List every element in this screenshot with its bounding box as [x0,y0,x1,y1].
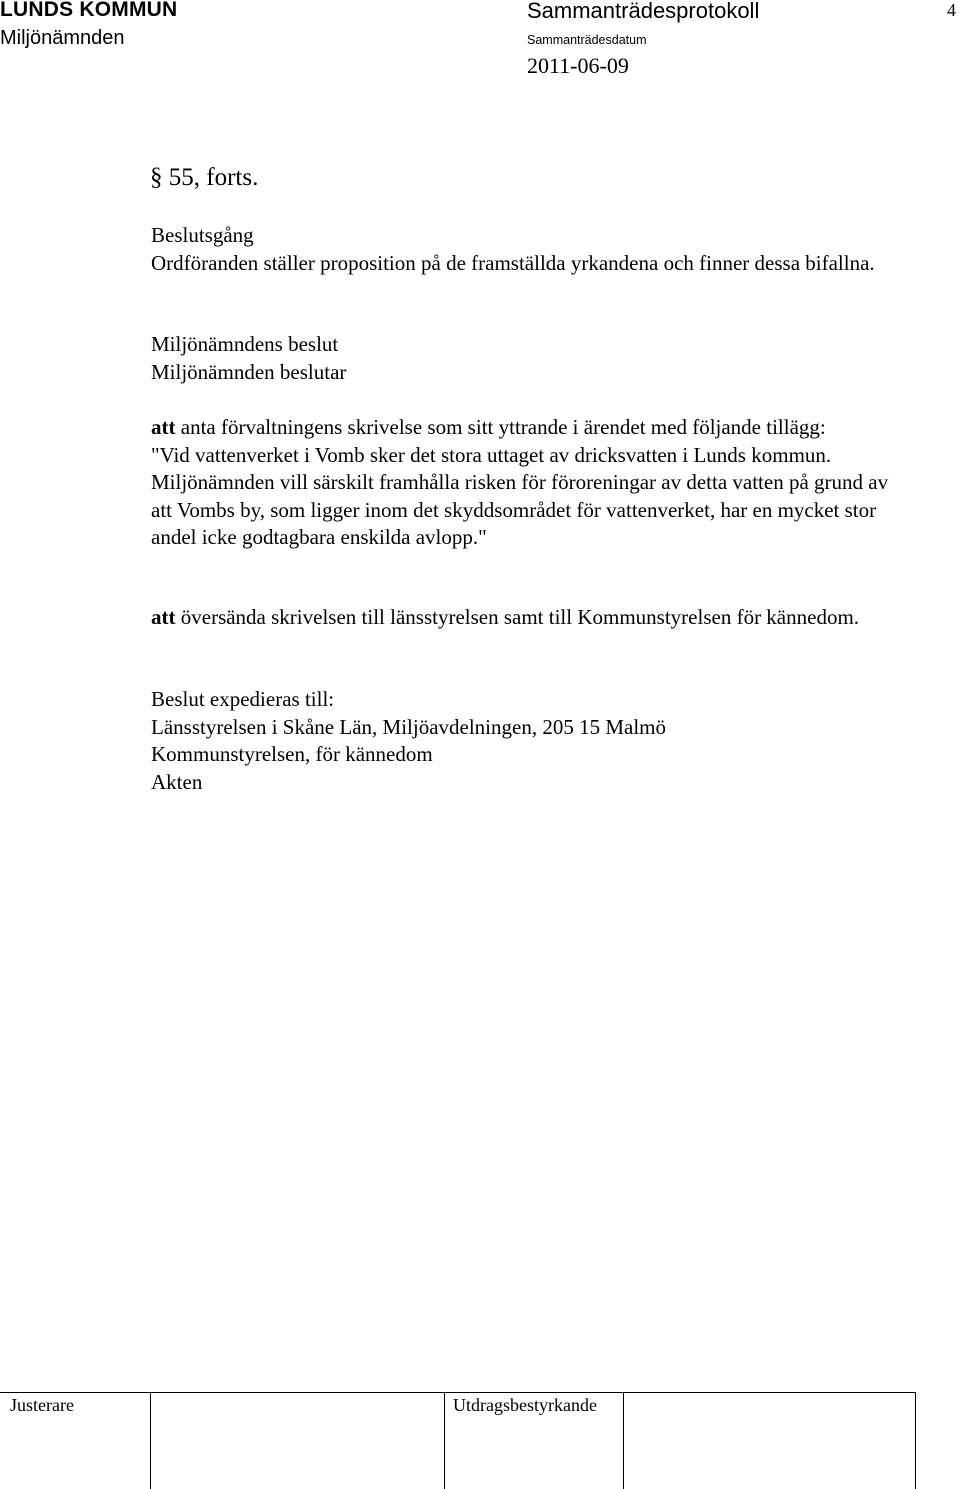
signer-label: Justerare [10,1395,74,1415]
decision-process-block [151,222,911,277]
decision-block [151,331,911,386]
recipient-item: Akten [151,769,203,794]
page-number: 4 [947,0,956,20]
distribution-heading: Beslut expedieras till: [151,687,335,711]
clause-1-line [151,414,911,442]
organization-unit: Miljönämnden [0,27,125,49]
footer-divider [150,1392,151,1489]
decision-process-heading: Beslutsgång [151,223,254,247]
decision-clause-1 [151,414,911,552]
clause-keyword: att [151,415,176,439]
clause-quote: "Vid vattenverket i Vomb sker det stora uttaget av dricksvatten i Lunds kommun. Miljönämnden vill särskilt framhålla risken för föroreningar av detta vatten på grund av att Vombs by, som ligger inom det skyddsområdet för vattenverket, har en mycket stor andel icke godtagbara enskilda avlopp." [151,442,889,550]
recipient-item: Länsstyrelsen i Skåne Län, Miljöavdelningen, 205 15 Malmö [151,714,666,739]
section-symbol: § [150,164,163,191]
footer-divider [915,1392,916,1489]
certifier-label: Utdragsbestyrkande [453,1395,597,1415]
decision-heading: Miljönämndens beslut [151,332,339,356]
section-number: 55, forts. [168,164,259,191]
meeting-date: 2011-06-09 [527,53,629,78]
distribution-block [151,686,911,796]
clause-text: anta förvaltningens skrivelse som sitt yttrande i ärendet med följande tillägg: [175,415,826,439]
clause-text: översända skrivelsen till länsstyrelsen samt till Kommunstyrelsen för kännedom. [175,605,860,629]
footer-border [0,1392,916,1393]
recipient-item: Kommunstyrelsen, för kännedom [151,742,433,767]
section-heading [150,164,258,192]
document-type: Sammanträdesprotokoll [527,0,760,23]
organization-name: LUNDS KOMMUN [0,0,178,21]
meeting-date-label: Sammanträdesdatum [527,33,647,47]
footer-divider [623,1392,624,1489]
decision-process-text: Ordföranden ställer proposition på de framställda yrkandena och finner dessa bifallna. [151,250,875,275]
clause-keyword: att [151,605,176,629]
decision-clause-2 [151,604,911,632]
footer-divider [444,1392,445,1489]
decision-intro: Miljönämnden beslutar [151,359,347,384]
